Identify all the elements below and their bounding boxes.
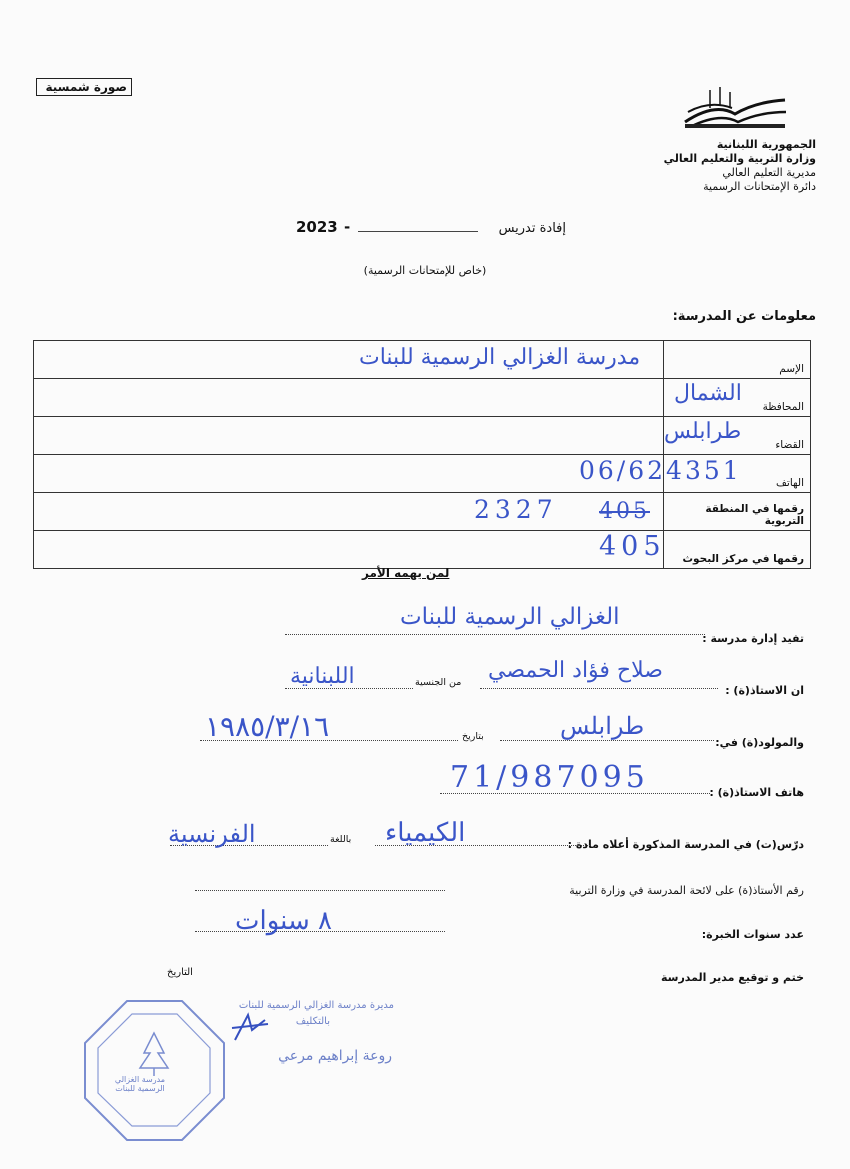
teacher-label-text: ان الاستاذ(ة) : xyxy=(725,684,804,697)
years-value: ٨ سنوات xyxy=(235,906,332,936)
registry-label: رقم الأستاذ(ة) على لائحة المدرسة في وزارة التربية xyxy=(569,884,804,897)
document-subtitle: (خاص للإمتحانات الرسمية) xyxy=(363,264,487,277)
governorate-label: المحافظة xyxy=(664,379,811,417)
phone-value: 06/624351 xyxy=(579,456,742,485)
table-row xyxy=(34,417,811,455)
research-number-value: 405 xyxy=(599,531,666,562)
table-row xyxy=(34,455,811,493)
school-name-value-cell xyxy=(34,341,664,379)
ministry-header xyxy=(664,138,816,194)
teacher-phone-label-text: هاتف الاستاذ(ة) : xyxy=(709,786,804,799)
table-row xyxy=(34,493,811,531)
document-title xyxy=(296,218,566,240)
born-label xyxy=(715,736,804,749)
teacher-value: صلاح فؤاد الحمصي xyxy=(488,658,663,683)
to-whom-it-may-concern: لمن يهمه الأمر xyxy=(362,566,450,580)
section-title: معلومات عن المدرسة: xyxy=(672,309,816,324)
header-line4: دائرة الإمتحانات الرسمية xyxy=(703,180,816,193)
school-admin-label xyxy=(702,632,804,645)
region-number-value: 2327 xyxy=(474,495,558,524)
table-row xyxy=(34,531,811,569)
subject-label-text: درّس(ت) في المدرسة المذكورة أعلاه مادة : xyxy=(567,838,804,851)
header-line3: مديرية التعليم العالي xyxy=(722,166,816,179)
region-number-struck: 405 xyxy=(599,499,650,524)
born-place-value: طرابلس xyxy=(560,712,645,740)
title-blank-line xyxy=(358,231,478,232)
born-place-dotted-line xyxy=(500,740,714,741)
table-row xyxy=(34,379,811,417)
research-number-value-cell xyxy=(34,531,664,569)
school-stamp xyxy=(82,998,227,1143)
teacher-label xyxy=(725,684,804,697)
district-value-cell xyxy=(34,417,742,455)
stamp-line1: مديرة مدرسة الغزالي الرسمية للبنات xyxy=(238,1000,394,1011)
teacher-phone-value: 71/987095 xyxy=(450,760,649,795)
signature xyxy=(230,1010,270,1045)
district-value: طرابلس xyxy=(664,419,742,444)
stamp-signature-label xyxy=(661,971,804,984)
phone-value-cell xyxy=(34,455,742,493)
nationality-value: اللبنانية xyxy=(290,664,355,689)
research-number-label-text: رقمها في مركز البحوث xyxy=(682,553,804,565)
research-number-label xyxy=(664,531,811,569)
table-row xyxy=(34,341,811,379)
born-date-value: ١٩٨٥/٣/١٦ xyxy=(205,710,330,743)
date-label: بتاريخ xyxy=(462,731,484,742)
nationality-label: من الجنسية xyxy=(415,677,462,688)
years-label xyxy=(702,928,804,941)
header-line1: الجمهورية اللبنانية xyxy=(716,138,816,151)
district-label: القضاء xyxy=(664,417,811,455)
stamp-name: روعة إبراهيم مرعي xyxy=(278,1048,392,1064)
subject-label xyxy=(568,838,804,851)
ministry-logo xyxy=(680,82,790,132)
school-admin-dotted-line xyxy=(285,634,705,635)
region-number-label-text: رقمها في المنطقة التربوية xyxy=(705,503,804,527)
header-line2: وزارة التربية والتعليم العالي xyxy=(663,152,816,165)
stamp-line2: بالتكليف xyxy=(295,1016,330,1027)
phone-label: الهاتف xyxy=(664,455,811,493)
years-label-text: عدد سنوات الخبرة: xyxy=(701,928,804,941)
title-year: 2023 xyxy=(296,218,338,236)
born-label-text: والمولود(ة) في: xyxy=(715,736,804,749)
language-label: باللغة xyxy=(330,834,352,845)
language-value: الفرنسية xyxy=(168,820,256,848)
school-name-value: مدرسة الغزالي الرسمية للبنات xyxy=(359,345,641,370)
region-number-label xyxy=(664,493,811,531)
stamp-inner-text: مدرسة الغزالي الرسمية للبنات xyxy=(114,1075,166,1093)
title-dash: - xyxy=(344,218,351,236)
school-info-table xyxy=(33,340,811,569)
teacher-phone-label xyxy=(709,786,804,799)
date-field-label: التاريخ xyxy=(167,967,193,978)
registry-dotted-line xyxy=(195,890,445,891)
title-text: إفادة تدريس xyxy=(498,221,566,236)
region-number-value-cell xyxy=(34,493,664,531)
school-name-label: الإسم xyxy=(664,341,811,379)
governorate-value: الشمال xyxy=(674,381,742,406)
stamp-signature-label-text: ختم و توقيع مدير المدرسة xyxy=(660,971,804,984)
photo-placeholder: صورة شمسية xyxy=(36,78,132,96)
school-admin-value: الغزالي الرسمية للبنات xyxy=(400,604,620,630)
teacher-dotted-line xyxy=(480,688,718,689)
governorate-value-cell xyxy=(34,379,742,417)
school-admin-label-text: تفيد إدارة مدرسة : xyxy=(702,632,804,645)
subject-value: الكيمياء xyxy=(385,818,466,848)
